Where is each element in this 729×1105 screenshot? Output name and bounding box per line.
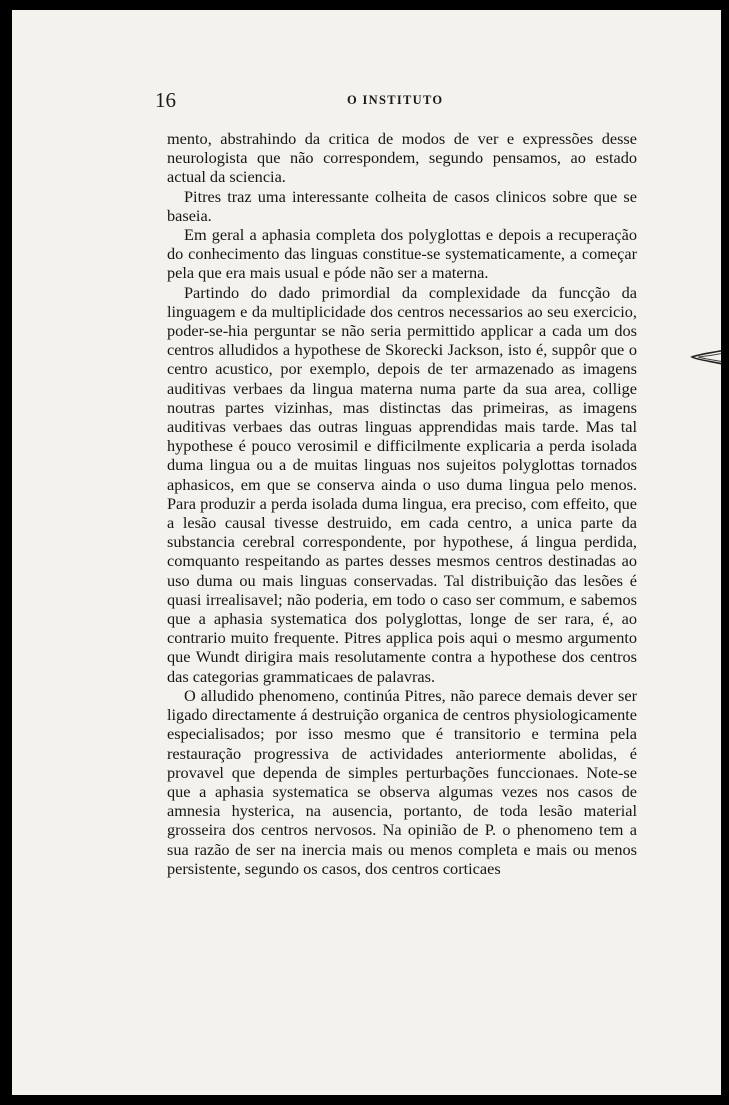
paragraph: mento, abstrahindo da critica de modos de ver e expressões desse neurologista que não correspondem, segundo pensamos, ao estado actual da sciencia. xyxy=(167,129,637,187)
body-text xyxy=(167,129,637,878)
margin-pencil-mark xyxy=(689,344,721,370)
paragraph: Partindo do dado primordial da complexidade da funcção da linguagem e da multiplicidade dos centros necessarios ao seu exercicio, poder-se-hia perguntar se não seria permittido applicar a cada um dos centros alludidos a hypothese de Skorecki Jackson, isto é, suppôr que o centro acustico, por exemplo, depois de ter armazenado as imagens auditivas verbaes da lingua materna numa parte da sua area, collige noutras partes vizinhas, mas distinctas das primeiras, as imagens auditivas verbaes das outras linguas apprendidas mais tarde. Mas tal hypothese é pouco verosimil e difficilmente explicaria a perda isolada duma lingua ou a de muitas linguas nos sujeitos polyglottas tornados aphasicos, em que se conserva ainda o uso duma lingua pelo menos. Para produzir a perda isolada duma lingua, era preciso, com effeito, que a lesão causal tivesse destruido, em cada centro, a unica parte da substancia cerebral correspondente, por hypothese, á lingua perdida, comquanto respeitando as partes desses mesmos centros destinadas ao uso duma ou mais linguas conservadas. Tal distribuição das lesões é quasi irrealisavel; não poderia, em todo o caso ser commum, e sabemos que a aphasia systematica dos polyglottas, longe de ser rara, é, ao contrario muito frequente. Pitres applica pois aqui o mesmo argumento que Wundt dirigira mais resolutamente contra a hypothese dos centros das categorias grammaticaes de palavras. xyxy=(167,282,637,686)
page-number: 16 xyxy=(155,88,176,112)
paragraph: Pitres traz uma interessante colheita de casos clinicos sobre que se baseia. xyxy=(167,186,637,225)
paragraph: Em geral a aphasia completa dos polyglottas e depois a recuperação do conhecimento das linguas constitue-se systematicamente, a começar pela que era mais usual e póde não ser a materna. xyxy=(167,225,637,283)
book-page xyxy=(12,10,721,1095)
paragraph: O alludido phenomeno, continúa Pitres, não parece demais dever ser ligado directamente á destruição organica de centros physiologicamente especialisados; por isso mesmo que é transitorio e termina pela restauração progressiva de actividades anteriormente abolidas, é provavel que dependa de simples perturbações funccionaes. Note-se que a aphasia systematica se observa algumas vezes nos casos de amnesia hysterica, na ausencia, portanto, de toda lesão material grosseira dos centros nervosos. Na opinião de P. o phenomeno tem a sua razão de ser na inercia mais ou menos completa e mais ou menos persistente, segundo os casos, dos centros corticaes xyxy=(167,685,637,878)
running-title: O INSTITUTO xyxy=(347,93,444,107)
